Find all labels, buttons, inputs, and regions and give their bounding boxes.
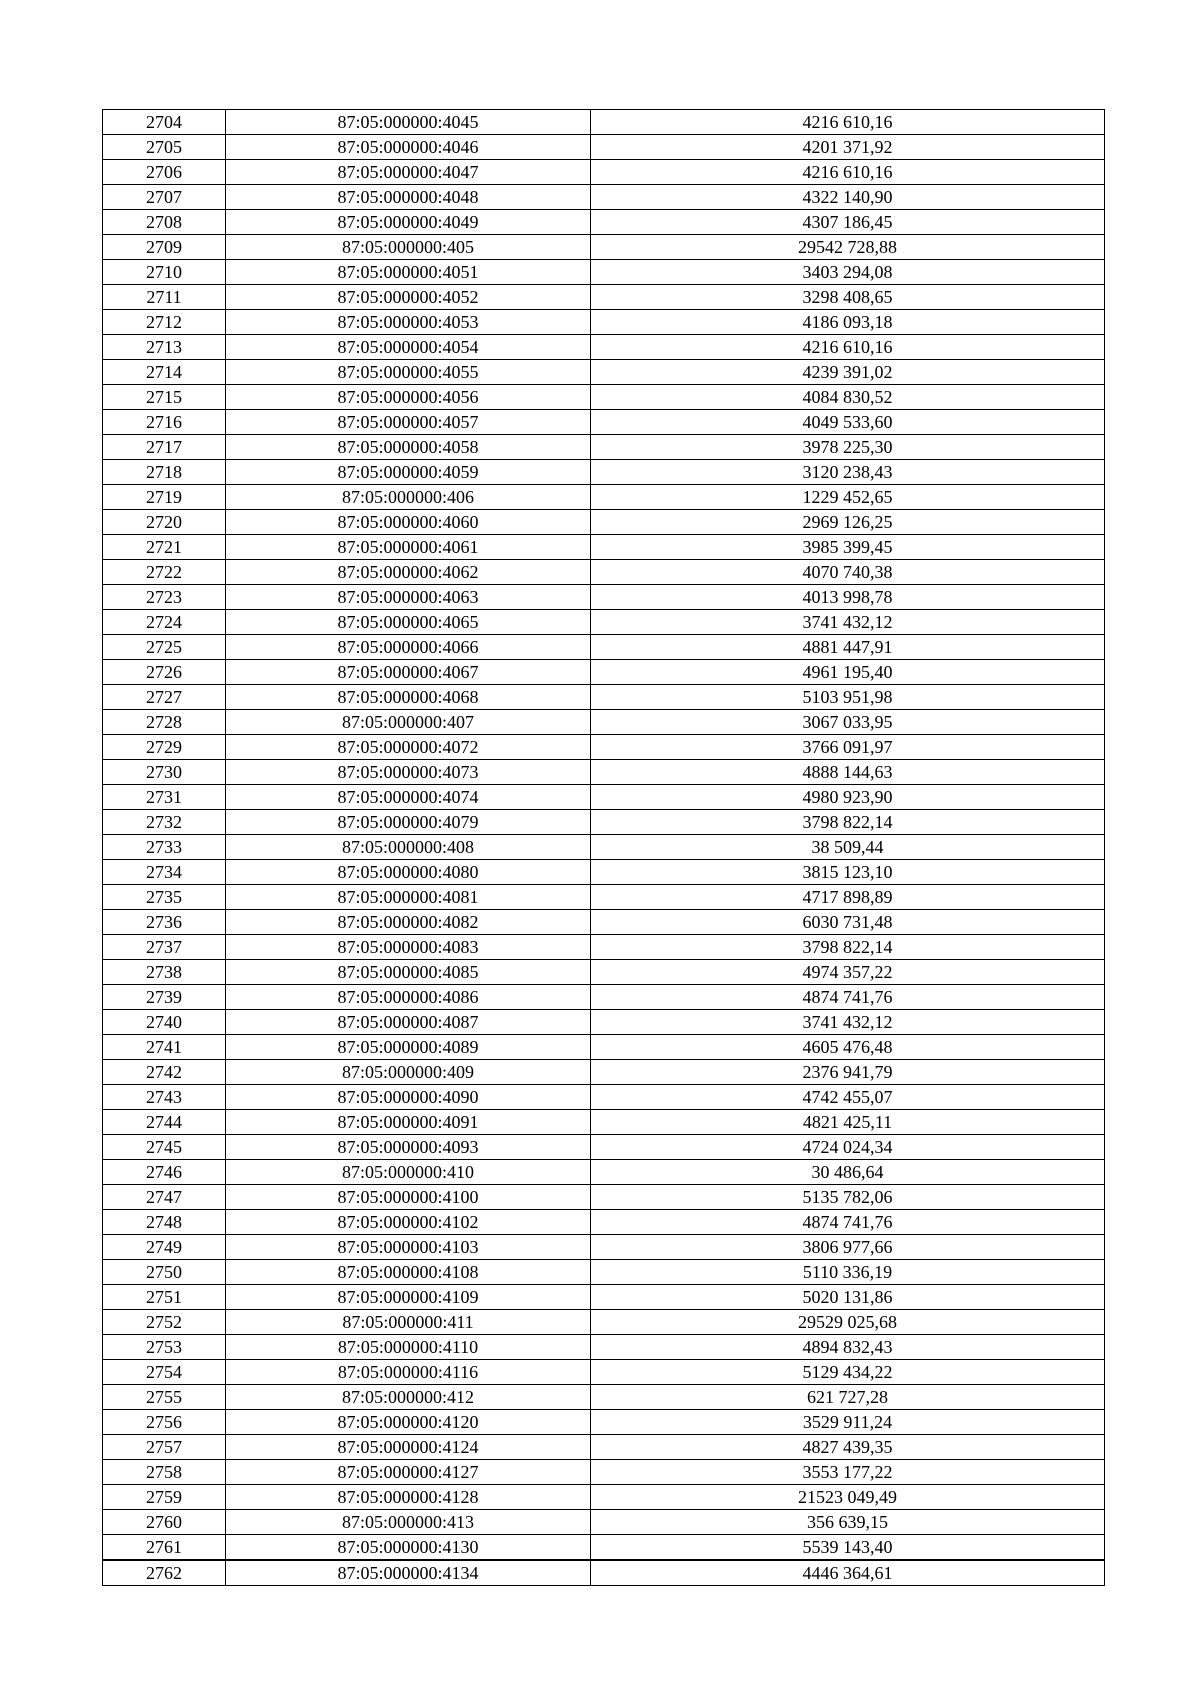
row-number-cell: 2759	[103, 1485, 226, 1510]
table-row	[103, 1410, 1105, 1435]
cadastral-value-cell: 4605 476,48	[591, 1035, 1105, 1060]
cadastral-value-cell: 21523 049,49	[591, 1485, 1105, 1510]
cadastral-number-cell: 87:05:000000:4110	[226, 1335, 591, 1360]
table-row	[103, 285, 1105, 310]
cadastral-number-cell: 87:05:000000:4046	[226, 135, 591, 160]
table-row	[103, 260, 1105, 285]
table-row	[103, 1485, 1105, 1510]
row-number-cell: 2724	[103, 610, 226, 635]
cadastral-number-cell: 87:05:000000:4109	[226, 1285, 591, 1310]
cadastral-value-cell: 3067 033,95	[591, 710, 1105, 735]
row-number-cell: 2707	[103, 185, 226, 210]
cadastral-number-cell: 87:05:000000:407	[226, 710, 591, 735]
table-row	[103, 985, 1105, 1010]
table-row	[103, 1385, 1105, 1410]
table-row	[103, 510, 1105, 535]
row-number-cell: 2742	[103, 1060, 226, 1085]
cadastral-value-cell: 4881 447,91	[591, 635, 1105, 660]
row-number-cell: 2723	[103, 585, 226, 610]
row-number-cell: 2730	[103, 760, 226, 785]
cadastral-value-cell: 2969 126,25	[591, 510, 1105, 535]
row-number-cell: 2745	[103, 1135, 226, 1160]
cadastral-value-cell: 3766 091,97	[591, 735, 1105, 760]
row-number-cell: 2727	[103, 685, 226, 710]
table-row	[103, 1435, 1105, 1460]
cadastral-number-cell: 87:05:000000:4091	[226, 1110, 591, 1135]
table-row	[103, 1510, 1105, 1535]
row-number-cell: 2746	[103, 1160, 226, 1185]
table-row	[103, 310, 1105, 335]
row-number-cell: 2749	[103, 1235, 226, 1260]
cadastral-value-cell: 4874 741,76	[591, 985, 1105, 1010]
cadastral-value-cell: 4961 195,40	[591, 660, 1105, 685]
cadastral-value-cell: 4742 455,07	[591, 1085, 1105, 1110]
row-number-cell: 2705	[103, 135, 226, 160]
row-number-cell: 2758	[103, 1460, 226, 1485]
table-row	[103, 1360, 1105, 1385]
cadastral-value-cell: 4216 610,16	[591, 335, 1105, 360]
cadastral-number-cell: 87:05:000000:4080	[226, 860, 591, 885]
table-row	[103, 560, 1105, 585]
cadastral-number-cell: 87:05:000000:4108	[226, 1260, 591, 1285]
cadastral-value-cell: 29529 025,68	[591, 1310, 1105, 1335]
table-row	[103, 160, 1105, 185]
cadastral-number-cell: 87:05:000000:4045	[226, 110, 591, 135]
cadastral-value-cell: 4821 425,11	[591, 1110, 1105, 1135]
table-row	[103, 585, 1105, 610]
cadastral-number-cell: 87:05:000000:4063	[226, 585, 591, 610]
cadastral-number-cell: 87:05:000000:4051	[226, 260, 591, 285]
row-number-cell: 2755	[103, 1385, 226, 1410]
cadastral-value-cell: 3553 177,22	[591, 1460, 1105, 1485]
row-number-cell: 2734	[103, 860, 226, 885]
row-number-cell: 2713	[103, 335, 226, 360]
row-number-cell: 2760	[103, 1510, 226, 1535]
cadastral-value-cell: 4216 610,16	[591, 160, 1105, 185]
cadastral-value-cell: 30 486,64	[591, 1160, 1105, 1185]
table-row	[103, 660, 1105, 685]
table-row	[103, 1335, 1105, 1360]
cadastral-value-cell: 3120 238,43	[591, 460, 1105, 485]
cadastral-value-cell: 1229 452,65	[591, 485, 1105, 510]
table-row	[103, 885, 1105, 910]
row-number-cell: 2718	[103, 460, 226, 485]
table-row	[103, 1235, 1105, 1260]
cadastral-value-cell: 38 509,44	[591, 835, 1105, 860]
table-row	[103, 1285, 1105, 1310]
table-row	[103, 860, 1105, 885]
cadastral-value-cell: 5020 131,86	[591, 1285, 1105, 1310]
table-row	[103, 835, 1105, 860]
row-number-cell: 2715	[103, 385, 226, 410]
row-number-cell: 2762	[103, 1560, 226, 1586]
cadastral-number-cell: 87:05:000000:4072	[226, 735, 591, 760]
cadastral-value-cell: 4874 741,76	[591, 1210, 1105, 1235]
cadastral-number-cell: 87:05:000000:4068	[226, 685, 591, 710]
row-number-cell: 2714	[103, 360, 226, 385]
table-row	[103, 1035, 1105, 1060]
table-row	[103, 210, 1105, 235]
row-number-cell: 2748	[103, 1210, 226, 1235]
row-number-cell: 2729	[103, 735, 226, 760]
row-number-cell: 2737	[103, 935, 226, 960]
row-number-cell: 2754	[103, 1360, 226, 1385]
table-row	[103, 460, 1105, 485]
cadastral-number-cell: 87:05:000000:4093	[226, 1135, 591, 1160]
table-row	[103, 185, 1105, 210]
row-number-cell: 2732	[103, 810, 226, 835]
row-number-cell: 2716	[103, 410, 226, 435]
row-number-cell: 2726	[103, 660, 226, 685]
table-row	[103, 1160, 1105, 1185]
row-number-cell: 2708	[103, 210, 226, 235]
cadastral-number-cell: 87:05:000000:4066	[226, 635, 591, 660]
table-row	[103, 1185, 1105, 1210]
cadastral-value-cell: 3403 294,08	[591, 260, 1105, 285]
row-number-cell: 2722	[103, 560, 226, 585]
cadastral-number-cell: 87:05:000000:4128	[226, 1485, 591, 1510]
cadastral-value-cell: 5129 434,22	[591, 1360, 1105, 1385]
cadastral-value-cell: 4013 998,78	[591, 585, 1105, 610]
row-number-cell: 2740	[103, 1010, 226, 1035]
row-number-cell: 2757	[103, 1435, 226, 1460]
cadastral-value-table	[102, 109, 1105, 1586]
cadastral-number-cell: 87:05:000000:4054	[226, 335, 591, 360]
cadastral-number-cell: 87:05:000000:4100	[226, 1185, 591, 1210]
row-number-cell: 2719	[103, 485, 226, 510]
cadastral-value-cell: 4084 830,52	[591, 385, 1105, 410]
cadastral-value-cell: 2376 941,79	[591, 1060, 1105, 1085]
row-number-cell: 2733	[103, 835, 226, 860]
cadastral-value-cell: 3806 977,66	[591, 1235, 1105, 1260]
row-number-cell: 2744	[103, 1110, 226, 1135]
cadastral-value-cell: 4446 364,61	[591, 1560, 1105, 1586]
cadastral-value-cell: 3529 911,24	[591, 1410, 1105, 1435]
cadastral-number-cell: 87:05:000000:4090	[226, 1085, 591, 1110]
row-number-cell: 2710	[103, 260, 226, 285]
cadastral-number-cell: 87:05:000000:4083	[226, 935, 591, 960]
cadastral-number-cell: 87:05:000000:4061	[226, 535, 591, 560]
table-row	[103, 360, 1105, 385]
table-row	[103, 485, 1105, 510]
row-number-cell: 2728	[103, 710, 226, 735]
table-row	[103, 910, 1105, 935]
cadastral-number-cell: 87:05:000000:4127	[226, 1460, 591, 1485]
cadastral-number-cell: 87:05:000000:4086	[226, 985, 591, 1010]
cadastral-value-cell: 4980 923,90	[591, 785, 1105, 810]
cadastral-value-cell: 3985 399,45	[591, 535, 1105, 560]
row-number-cell: 2756	[103, 1410, 226, 1435]
cadastral-value-cell: 4888 144,63	[591, 760, 1105, 785]
table-row	[103, 410, 1105, 435]
cadastral-number-cell: 87:05:000000:410	[226, 1160, 591, 1185]
cadastral-value-cell: 3798 822,14	[591, 935, 1105, 960]
table-row	[103, 1110, 1105, 1135]
cadastral-value-cell: 621 727,28	[591, 1385, 1105, 1410]
cadastral-number-cell: 87:05:000000:411	[226, 1310, 591, 1335]
cadastral-number-cell: 87:05:000000:4067	[226, 660, 591, 685]
cadastral-value-cell: 4186 093,18	[591, 310, 1105, 335]
cadastral-number-cell: 87:05:000000:405	[226, 235, 591, 260]
cadastral-number-cell: 87:05:000000:4082	[226, 910, 591, 935]
table-row	[103, 1135, 1105, 1160]
cadastral-value-cell: 29542 728,88	[591, 235, 1105, 260]
cadastral-number-cell: 87:05:000000:4062	[226, 560, 591, 585]
table-row	[103, 135, 1105, 160]
table-row	[103, 1310, 1105, 1335]
cadastral-value-cell: 4070 740,38	[591, 560, 1105, 585]
cadastral-number-cell: 87:05:000000:4134	[226, 1560, 591, 1586]
row-number-cell: 2747	[103, 1185, 226, 1210]
cadastral-number-cell: 87:05:000000:4079	[226, 810, 591, 835]
table-row	[103, 335, 1105, 360]
row-number-cell: 2704	[103, 110, 226, 135]
row-number-cell: 2706	[103, 160, 226, 185]
cadastral-number-cell: 87:05:000000:4081	[226, 885, 591, 910]
cadastral-number-cell: 87:05:000000:4055	[226, 360, 591, 385]
table-row	[103, 1210, 1105, 1235]
table-row	[103, 610, 1105, 635]
cadastral-number-cell: 87:05:000000:4047	[226, 160, 591, 185]
row-number-cell: 2711	[103, 285, 226, 310]
cadastral-number-cell: 87:05:000000:4085	[226, 960, 591, 985]
cadastral-number-cell: 87:05:000000:4074	[226, 785, 591, 810]
cadastral-value-cell: 4216 610,16	[591, 110, 1105, 135]
row-number-cell: 2741	[103, 1035, 226, 1060]
cadastral-number-cell: 87:05:000000:4073	[226, 760, 591, 785]
cadastral-number-cell: 87:05:000000:4056	[226, 385, 591, 410]
cadastral-number-cell: 87:05:000000:4049	[226, 210, 591, 235]
cadastral-value-cell: 4974 357,22	[591, 960, 1105, 985]
cadastral-number-cell: 87:05:000000:408	[226, 835, 591, 860]
table-row	[103, 1010, 1105, 1035]
table-row	[103, 735, 1105, 760]
cadastral-value-cell: 3741 432,12	[591, 1010, 1105, 1035]
cadastral-value-cell: 4201 371,92	[591, 135, 1105, 160]
table-row	[103, 935, 1105, 960]
cadastral-number-cell: 87:05:000000:4103	[226, 1235, 591, 1260]
cadastral-value-cell: 4322 140,90	[591, 185, 1105, 210]
cadastral-number-cell: 87:05:000000:4102	[226, 1210, 591, 1235]
cadastral-value-cell: 5135 782,06	[591, 1185, 1105, 1210]
table-row	[103, 1260, 1105, 1285]
table-body	[103, 110, 1105, 1586]
cadastral-value-cell: 5539 143,40	[591, 1535, 1105, 1561]
cadastral-number-cell: 87:05:000000:412	[226, 1385, 591, 1410]
cadastral-value-cell: 3978 225,30	[591, 435, 1105, 460]
cadastral-value-cell: 4307 186,45	[591, 210, 1105, 235]
cadastral-number-cell: 87:05:000000:4065	[226, 610, 591, 635]
cadastral-value-cell: 4724 024,34	[591, 1135, 1105, 1160]
cadastral-value-cell: 4717 898,89	[591, 885, 1105, 910]
table-row	[103, 785, 1105, 810]
cadastral-number-cell: 87:05:000000:4052	[226, 285, 591, 310]
cadastral-number-cell: 87:05:000000:4130	[226, 1535, 591, 1561]
cadastral-value-cell: 3298 408,65	[591, 285, 1105, 310]
cadastral-value-cell: 3798 822,14	[591, 810, 1105, 835]
row-number-cell: 2712	[103, 310, 226, 335]
row-number-cell: 2750	[103, 1260, 226, 1285]
cadastral-value-cell: 6030 731,48	[591, 910, 1105, 935]
row-number-cell: 2751	[103, 1285, 226, 1310]
table-row	[103, 810, 1105, 835]
table-row	[103, 1535, 1105, 1561]
row-number-cell: 2717	[103, 435, 226, 460]
table-row	[103, 635, 1105, 660]
table-row	[103, 710, 1105, 735]
table-row	[103, 385, 1105, 410]
cadastral-number-cell: 87:05:000000:4120	[226, 1410, 591, 1435]
row-number-cell: 2709	[103, 235, 226, 260]
cadastral-number-cell: 87:05:000000:4116	[226, 1360, 591, 1385]
cadastral-number-cell: 87:05:000000:406	[226, 485, 591, 510]
cadastral-number-cell: 87:05:000000:413	[226, 1510, 591, 1535]
table-row	[103, 235, 1105, 260]
table-row	[103, 1060, 1105, 1085]
cadastral-value-cell: 4827 439,35	[591, 1435, 1105, 1460]
row-number-cell: 2736	[103, 910, 226, 935]
table-row	[103, 685, 1105, 710]
cadastral-value-cell: 4894 832,43	[591, 1335, 1105, 1360]
row-number-cell: 2731	[103, 785, 226, 810]
cadastral-number-cell: 87:05:000000:4060	[226, 510, 591, 535]
table-row	[103, 760, 1105, 785]
table-row	[103, 1560, 1105, 1586]
cadastral-value-cell: 4239 391,02	[591, 360, 1105, 385]
table-row	[103, 1460, 1105, 1485]
cadastral-number-cell: 87:05:000000:4089	[226, 1035, 591, 1060]
row-number-cell: 2721	[103, 535, 226, 560]
cadastral-value-cell: 356 639,15	[591, 1510, 1105, 1535]
table-row	[103, 960, 1105, 985]
cadastral-value-cell: 4049 533,60	[591, 410, 1105, 435]
table-row	[103, 110, 1105, 135]
cadastral-number-cell: 87:05:000000:4059	[226, 460, 591, 485]
cadastral-number-cell: 87:05:000000:4057	[226, 410, 591, 435]
cadastral-value-cell: 5110 336,19	[591, 1260, 1105, 1285]
cadastral-value-cell: 5103 951,98	[591, 685, 1105, 710]
row-number-cell: 2761	[103, 1535, 226, 1561]
table-row	[103, 435, 1105, 460]
row-number-cell: 2743	[103, 1085, 226, 1110]
cadastral-value-cell: 3815 123,10	[591, 860, 1105, 885]
row-number-cell: 2739	[103, 985, 226, 1010]
cadastral-number-cell: 87:05:000000:4058	[226, 435, 591, 460]
cadastral-number-cell: 87:05:000000:4087	[226, 1010, 591, 1035]
row-number-cell: 2753	[103, 1335, 226, 1360]
cadastral-number-cell: 87:05:000000:4124	[226, 1435, 591, 1460]
row-number-cell: 2725	[103, 635, 226, 660]
row-number-cell: 2752	[103, 1310, 226, 1335]
cadastral-number-cell: 87:05:000000:4048	[226, 185, 591, 210]
cadastral-number-cell: 87:05:000000:409	[226, 1060, 591, 1085]
table-row	[103, 1085, 1105, 1110]
table-row	[103, 535, 1105, 560]
cadastral-number-cell: 87:05:000000:4053	[226, 310, 591, 335]
row-number-cell: 2738	[103, 960, 226, 985]
cadastral-value-cell: 3741 432,12	[591, 610, 1105, 635]
row-number-cell: 2735	[103, 885, 226, 910]
row-number-cell: 2720	[103, 510, 226, 535]
